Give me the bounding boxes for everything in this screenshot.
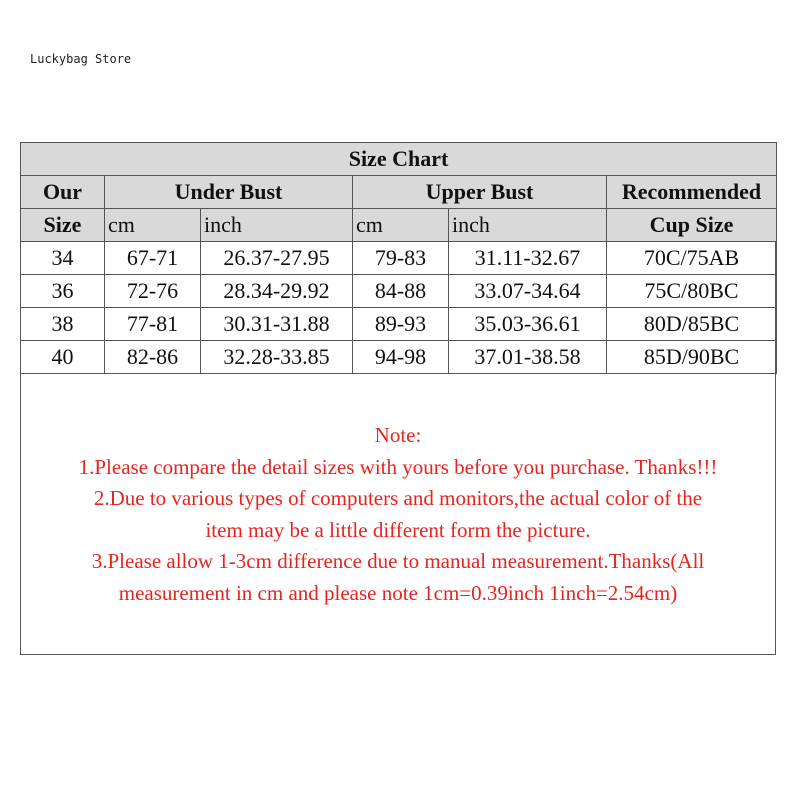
- under-bust-cm-unit: cm: [105, 209, 201, 242]
- upper-bust-cm-unit: cm: [353, 209, 449, 242]
- upper-bust-inch-unit: inch: [449, 209, 607, 242]
- upper-bust-cm-cell: 79-83: [353, 242, 449, 275]
- header-row-2: [21, 209, 777, 242]
- table-row: [21, 275, 777, 308]
- upper-bust-cm-cell: 89-93: [353, 308, 449, 341]
- header-row-1: [21, 176, 777, 209]
- size-cell: 38: [21, 308, 105, 341]
- table-row: [21, 341, 777, 374]
- under-bust-inch-cell: 32.28-33.85: [201, 341, 353, 374]
- recommended-header-line2: Cup Size: [607, 209, 777, 242]
- under-bust-inch-cell: 28.34-29.92: [201, 275, 353, 308]
- size-cell: 36: [21, 275, 105, 308]
- upper-bust-cm-cell: 94-98: [353, 341, 449, 374]
- note-line: 1.Please compare the detail sizes with yours before you purchase. Thanks!!!: [78, 454, 718, 479]
- note-line: 2.Due to various types of computers and monitors,the actual color of the: [93, 486, 703, 510]
- under-bust-cm-cell: 72-76: [105, 275, 201, 308]
- upper-bust-cm-cell: 84-88: [353, 275, 449, 308]
- under-bust-cm-cell: 77-81: [105, 308, 201, 341]
- size-chart-table: [20, 142, 777, 374]
- upper-bust-inch-cell: 35.03-36.61: [449, 308, 607, 341]
- under-bust-cm-cell: 82-86: [105, 341, 201, 374]
- note-heading: Note:: [374, 423, 422, 447]
- table-row: [21, 308, 777, 341]
- note-line: 3.Please allow 1-3cm difference due to manual measurement.Thanks(All: [91, 549, 705, 573]
- under-bust-cm-cell: 67-71: [105, 242, 201, 275]
- our-size-header-line1: Our: [21, 176, 105, 209]
- cup-size-cell: 70C/75AB: [607, 242, 777, 275]
- under-bust-inch-unit: inch: [201, 209, 353, 242]
- upper-bust-inch-cell: 31.11-32.67: [449, 242, 607, 275]
- under-bust-inch-cell: 30.31-31.88: [201, 308, 353, 341]
- note-block: [20, 420, 776, 609]
- under-bust-inch-cell: 26.37-27.95: [201, 242, 353, 275]
- size-chart-title: Size Chart: [21, 143, 777, 176]
- under-bust-header: Under Bust: [105, 176, 353, 209]
- upper-bust-inch-cell: 37.01-38.58: [449, 341, 607, 374]
- cup-size-cell: 80D/85BC: [607, 308, 777, 341]
- title-row: [21, 143, 777, 176]
- our-size-header-line2: Size: [21, 209, 105, 242]
- upper-bust-inch-cell: 33.07-34.64: [449, 275, 607, 308]
- cup-size-cell: 75C/80BC: [607, 275, 777, 308]
- upper-bust-header: Upper Bust: [353, 176, 607, 209]
- size-cell: 40: [21, 341, 105, 374]
- recommended-header-line1: Recommended: [607, 176, 777, 209]
- cup-size-cell: 85D/90BC: [607, 341, 777, 374]
- table-row: [21, 242, 777, 275]
- store-name: Luckybag Store: [30, 52, 132, 66]
- size-cell: 34: [21, 242, 105, 275]
- note-line: item may be a little different form the picture.: [205, 517, 591, 542]
- note-line: measurement in cm and please note 1cm=0.39inch 1inch=2.54cm): [118, 580, 678, 605]
